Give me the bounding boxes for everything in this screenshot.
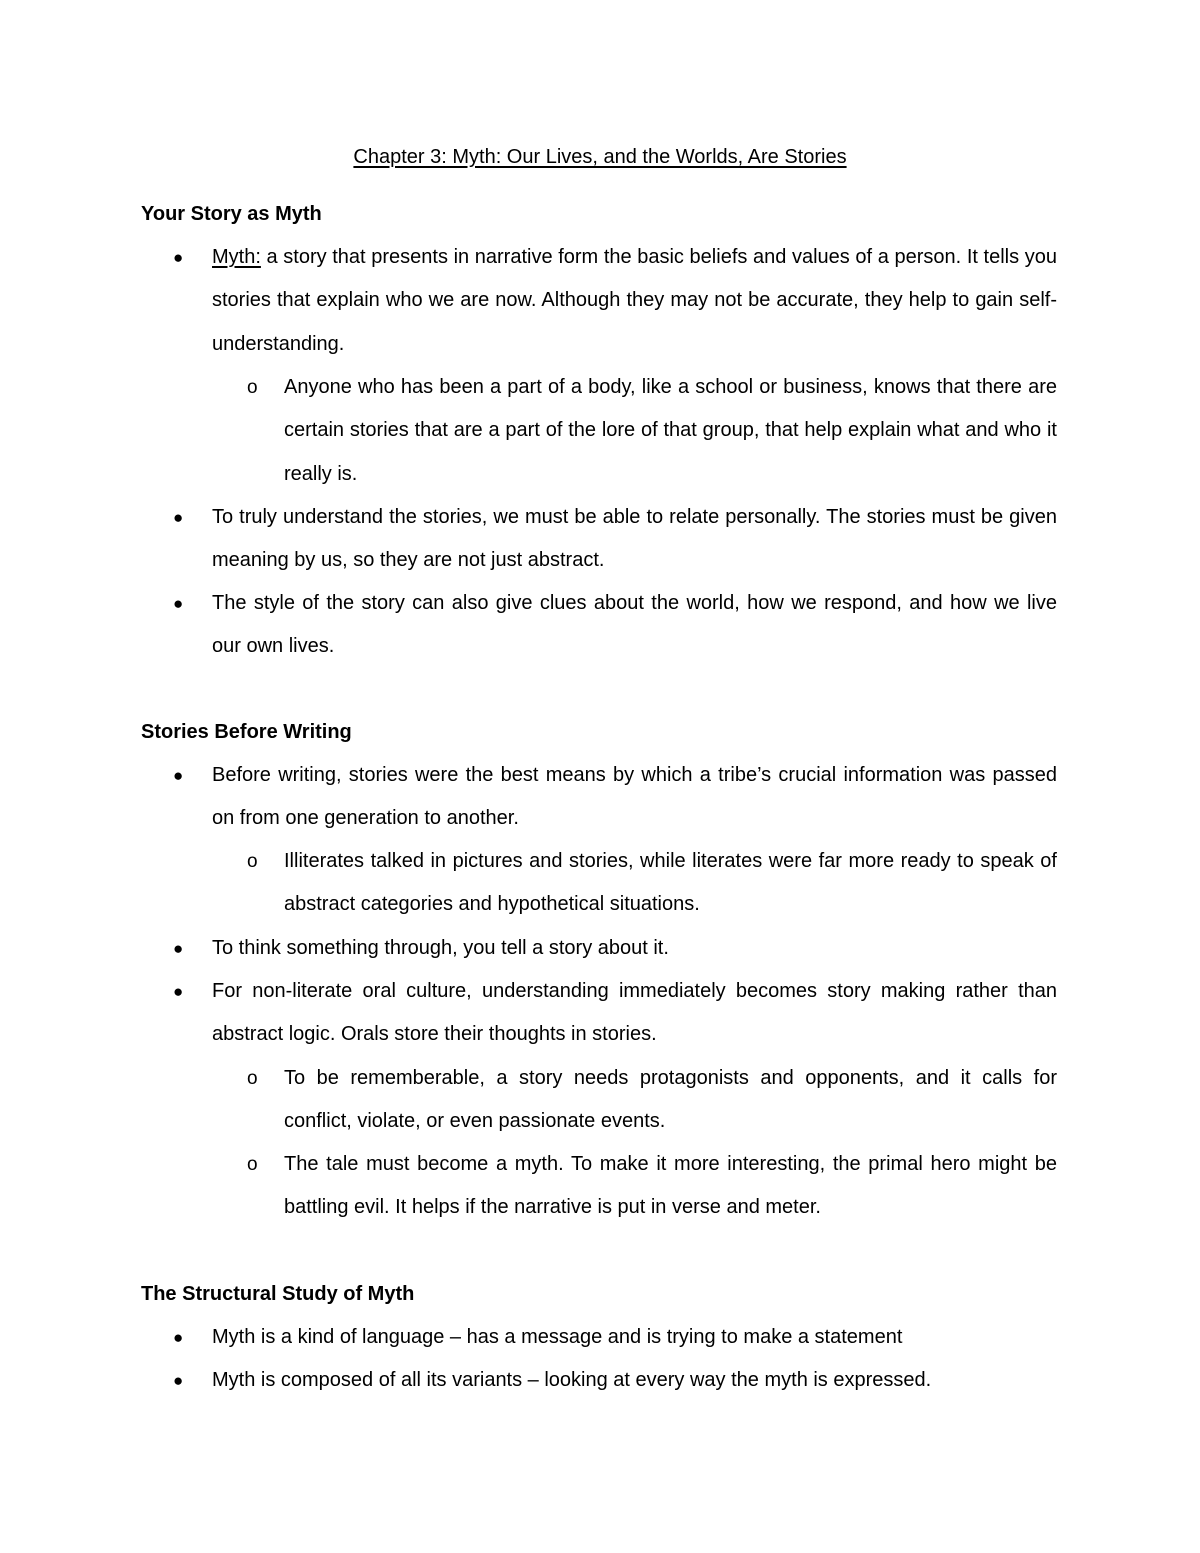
- list-item: To think something through, you tell a story about it.: [212, 937, 669, 959]
- myth-term: Myth:: [212, 246, 261, 268]
- section-heading-your-story: Your Story as Myth: [141, 203, 322, 225]
- bullet-marker: ●: [173, 508, 184, 527]
- myth-definition: a story that presents in narrative form the basic beliefs and values of a person. It tells you stories that explain who we are now. Although they may not be accurate, they help to gain self-understanding.: [212, 246, 1057, 355]
- list-item: [212, 236, 1057, 366]
- sub-list-item: The tale must become a myth. To make it more interesting, the primal hero might be battling evil. It helps if the narrative is put in verse and meter.: [284, 1153, 1057, 1219]
- bullet-marker: ●: [173, 594, 184, 613]
- bullet-marker: ●: [173, 766, 184, 785]
- bullet-marker: ●: [173, 248, 184, 267]
- list-item: To truly understand the stories, we must be able to relate personally. The stories must be given meaning by us, so they are not just abstract.: [212, 506, 1057, 572]
- sub-list-item: To be rememberable, a story needs protagonists and opponents, and it calls for conflict, violate, or even passionate events.: [284, 1067, 1057, 1133]
- list-item: The style of the story can also give clues about the world, how we respond, and how we live our own lives.: [212, 592, 1057, 658]
- page-title: Chapter 3: Myth: Our Lives, and the Worlds, Are Stories: [353, 146, 847, 168]
- list-item: Myth is composed of all its variants – looking at every way the myth is expressed.: [212, 1369, 932, 1391]
- bullet-marker: ●: [173, 939, 184, 958]
- sub-bullet-marker: o: [247, 377, 258, 398]
- sub-bullet-marker: o: [247, 851, 258, 872]
- section-heading-stories-before-writing: Stories Before Writing: [141, 721, 352, 743]
- sub-bullet-marker: o: [247, 1068, 258, 1089]
- sub-bullet-marker: o: [247, 1154, 258, 1175]
- sub-list-item: Anyone who has been a part of a body, like a school or business, knows that there are certain stories that are a part of the lore of that group, that help explain what and who it really is.: [284, 376, 1057, 485]
- list-item: For non-literate oral culture, understanding immediately becomes story making rather than abstract logic. Orals store their thoughts in stories.: [212, 980, 1057, 1046]
- sub-list-item: Illiterates talked in pictures and stories, while literates were far more ready to speak of abstract categories and hypothetical situations.: [284, 850, 1057, 916]
- list-item: Before writing, stories were the best means by which a tribe’s crucial information was passed on from one generation to another.: [212, 764, 1057, 830]
- bullet-marker: ●: [173, 1371, 184, 1390]
- bullet-marker: ●: [173, 1328, 184, 1347]
- section-heading-structural-study: The Structural Study of Myth: [141, 1283, 415, 1305]
- list-item: Myth is a kind of language – has a message and is trying to make a statement: [212, 1326, 903, 1348]
- bullet-marker: ●: [173, 982, 184, 1001]
